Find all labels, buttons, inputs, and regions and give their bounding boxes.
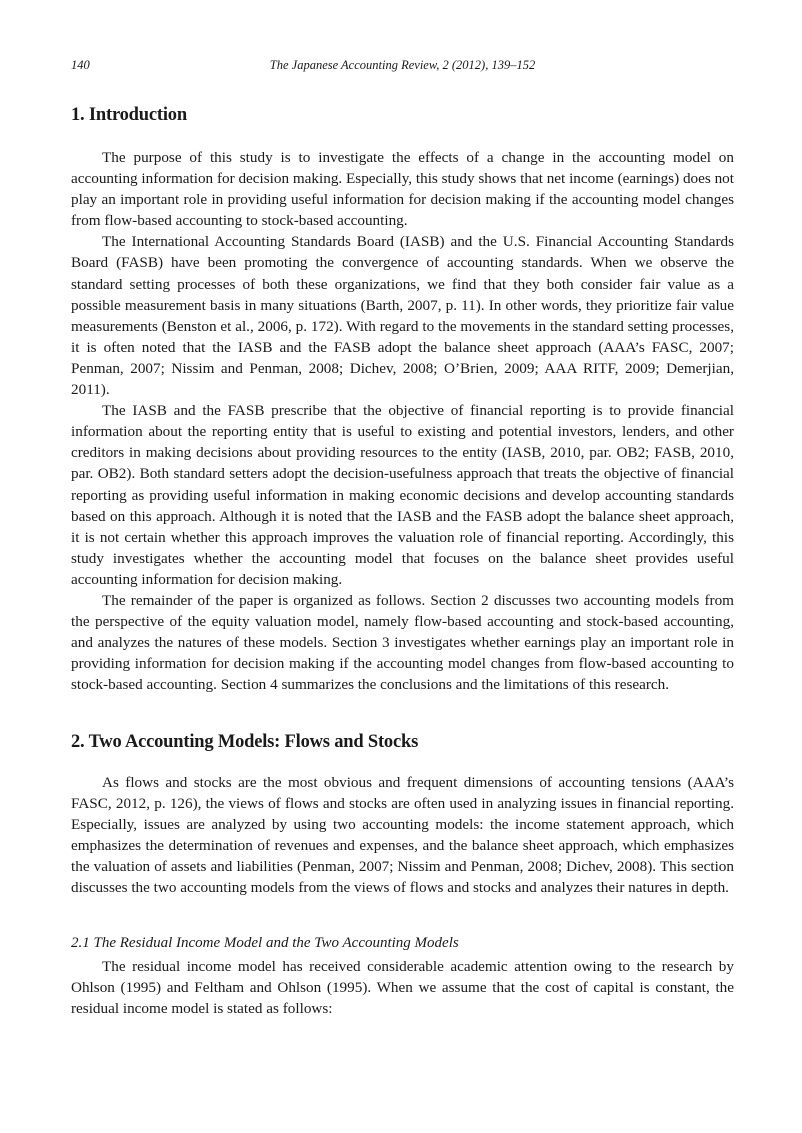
paragraph: The residual income model has received considerable academic attention owing to the research by Ohlson (1995) and Feltham and Ohlson (1995). When we assume that the cost of capital is constant, the residual income model is stated as follows:	[71, 958, 734, 1018]
paragraph: The International Accounting Standards Board (IASB) and the U.S. Financial Accounting Standards Board (FASB) have been promoting the convergence of accounting standards. When we observe the standard setting processes of both these organizations, we find that they both consider fair value as a possible measurement basis in many situations (Barth, 2007, p. 11). In other words, they prioritize fair value measurements (Benston et al., 2006, p. 172). With regard to the movements in the standard setting processes, it is often noted that the IASB and the FASB adopt the balance sheet approach (AAA’s FASC, 2007; Penman, 2007; Nissim and Penman, 2008; Dichev, 2008; O’Brien, 2009; AAA RITF, 2009; Demerjian, 2011).	[71, 233, 734, 399]
introduction-body	[71, 147, 734, 695]
paragraph: The remainder of the paper is organized as follows. Section 2 discusses two accounting models from the perspective of the equity valuation model, namely flow-based accounting and stock-based accounting, and analyzes the natures of these models. Section 3 investigates whether earnings play an important role in providing information for decision making if the accounting model changes from flow-based accounting to stock-based accounting. Section 4 summarizes the conclusions and the limitations of this research.	[71, 591, 734, 694]
subsection-body	[71, 956, 734, 1019]
page-number: 140	[71, 58, 90, 72]
journal-reference: The Japanese Accounting Review, 2 (2012), 139–152	[269, 58, 536, 72]
subsection-heading-residual-income-model: 2.1 The Residual Income Model and the Two Accounting Models	[71, 935, 459, 951]
running-header	[71, 58, 734, 74]
paragraph: As flows and stocks are the most obvious and frequent dimensions of accounting tensions (AAA’s FASC, 2012, p. 126), the views of flows and stocks are often used in analyzing issues in financial reporting. Especially, issues are analyzed by using two accounting models: the income statement approach, which emphasizes the determination of revenues and expenses, and the balance sheet approach, which emphasizes the valuation of assets and liabilities (Penman, 2007; Nissim and Penman, 2008; Dichev, 2008). This section discusses the two accounting models from the views of flows and stocks and analyzes their natures in depth.	[71, 774, 734, 897]
section-heading-introduction: 1. Introduction	[71, 105, 187, 125]
paragraph: The purpose of this study is to investigate the effects of a change in the accounting model on accounting information for decision making. Especially, this study shows that net income (earnings) does not play an important role in providing useful information for decision making if the accounting model changes from flow-based accounting to stock-based accounting.	[71, 149, 734, 230]
section-heading-two-accounting-models: 2. Two Accounting Models: Flows and Stocks	[71, 732, 419, 752]
paragraph: The IASB and the FASB prescribe that the objective of financial reporting is to provide financial information about the reporting entity that is useful to existing and potential investors, lenders, and other creditors in making decisions about providing resources to the entity (IASB, 2010, par. OB2; FASB, 2010, par. OB2). Both standard setters adopt the decision-usefulness approach that treats the objective of financial reporting as providing useful information in making economic decisions and develop accounting standards based on this approach. Although it is noted that the IASB and the FASB adopt the balance sheet approach, it is not certain whether this approach improves the valuation role of financial reporting. Accordingly, this study investigates whether the accounting model that focuses on the balance sheet provides useful accounting information for decision making.	[71, 402, 734, 588]
section2-body	[71, 772, 734, 899]
